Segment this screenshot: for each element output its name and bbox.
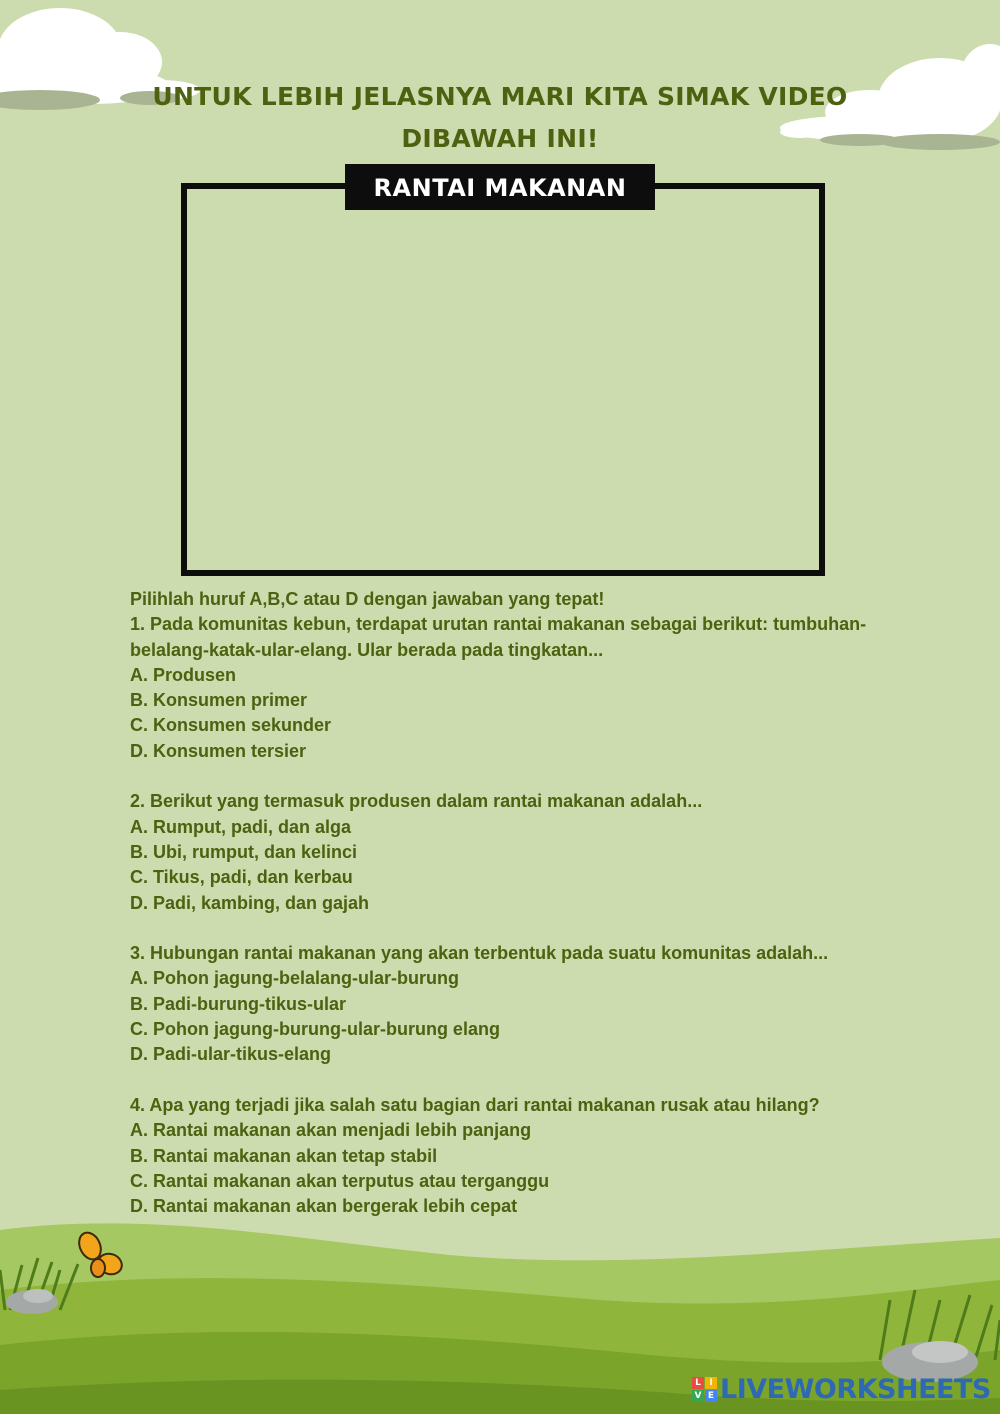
logo-text: LIVEWORKSHEETS [720, 1373, 991, 1405]
option-a[interactable]: A. Rantai makanan akan menjadi lebih panjang [130, 1120, 532, 1141]
question-3 [130, 941, 890, 1067]
logo-letter: I [705, 1377, 717, 1389]
page-title: UNTUK LEBIH JELASNYA MARI KITA SIMAK VIDEO DIBAWAH INI! [152, 82, 848, 153]
logo-letter: L [692, 1377, 704, 1389]
question-text: 2. Berikut yang termasuk produsen dalam rantai makanan adalah... [130, 791, 703, 812]
question-text: 3. Hubungan rantai makanan yang akan terbentuk pada suatu komunitas adalah... [130, 943, 829, 964]
option-c[interactable]: C. Pohon jagung-burung-ular-burung elang [130, 1019, 500, 1040]
option-d[interactable]: D. Konsumen tersier [130, 740, 307, 761]
option-c[interactable]: C. Tikus, padi, dan kerbau [130, 867, 353, 888]
liveworksheets-logo [692, 1374, 991, 1404]
option-c[interactable]: C. Rantai makanan akan terputus atau terganggu [130, 1170, 550, 1191]
question-text: 4. Apa yang terjadi jika salah satu bagian dari rantai makanan rusak atau hilang? [130, 1094, 820, 1115]
option-d[interactable]: D. Padi-ular-tikus-elang [130, 1044, 332, 1065]
logo-letter: V [692, 1390, 704, 1402]
option-a[interactable]: A. Produsen [130, 664, 237, 685]
instruction-text: Pilihlah huruf A,B,C atau D dengan jawaban yang tepat! [130, 589, 605, 609]
video-label: RANTAI MAKANAN [345, 164, 655, 210]
option-c[interactable]: C. Konsumen sekunder [130, 715, 332, 736]
question-4 [130, 1093, 890, 1219]
option-b[interactable]: B. Padi-burung-tikus-ular [130, 993, 346, 1014]
option-b[interactable]: B. Konsumen primer [130, 690, 308, 711]
quiz-content [130, 587, 890, 1219]
option-d[interactable]: D. Rantai makanan akan bergerak lebih cepat [130, 1196, 518, 1217]
option-b[interactable]: B. Rantai makanan akan tetap stabil [130, 1145, 438, 1166]
question-2 [130, 789, 890, 915]
option-a[interactable]: A. Pohon jagung-belalang-ular-burung [130, 968, 459, 989]
video-frame[interactable] [181, 183, 825, 576]
logo-grid-icon [692, 1377, 717, 1402]
option-d[interactable]: D. Padi, kambing, dan gajah [130, 892, 370, 913]
logo-letter: E [705, 1390, 717, 1402]
option-b[interactable]: B. Ubi, rumput, dan kelinci [130, 841, 358, 862]
question-1 [130, 612, 890, 764]
option-a[interactable]: A. Rumput, padi, dan alga [130, 816, 352, 837]
question-text: 1. Pada komunitas kebun, terdapat urutan rantai makanan sebagai berikut: tumbuhan-belalang-katak-ular-elang. Ular berada pada tingkatan... [130, 614, 867, 660]
